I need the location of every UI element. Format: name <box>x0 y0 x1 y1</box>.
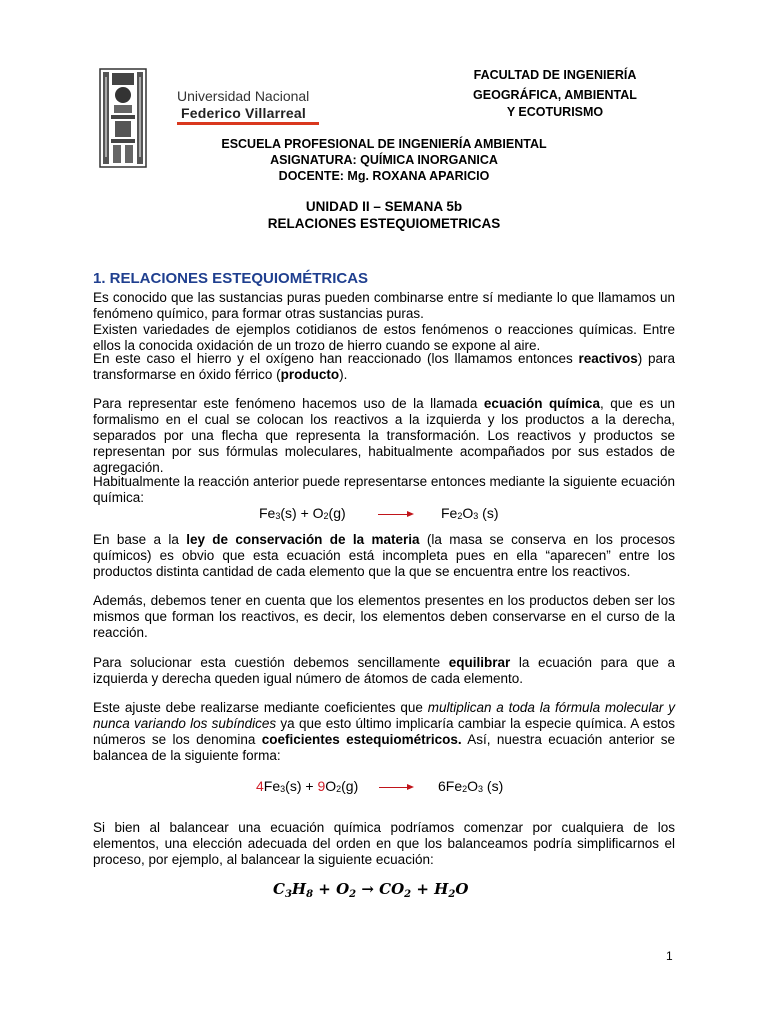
university-crest-icon <box>98 67 148 169</box>
unit-topic: RELACIONES ESTEQUIOMETRICAS <box>267 216 501 231</box>
equation-1-reactants: $Fe_3(s) + O_2(g)$ <box>259 505 346 521</box>
equation-3-propane-combustion: $C_3H_8 + O_2 \to CO_2 + H_2O$ <box>273 880 469 900</box>
equation-2-arrowhead-icon <box>407 784 414 790</box>
paragraph-2: Existen variedades de ejemplos cotidianos de estos fenómenos o reacciones químicas. Entre ellos la conocida oxidación de un trozo de hierro cuando se expone al aire. <box>93 322 675 353</box>
paragraph-1: Es conocido que las sustancias puras pueden combinarse entre sí mediante lo que llamamos un fenómeno químico, para formar otras sustancias puras. <box>93 290 675 321</box>
paragraph-9: Este ajuste debe realizarse mediante coeficientes que multiplican a toda la fórmula molecular y nunca variando los subíndices ya que esto último implicaría cambiar la especie química. A estos números se los denomina coeficientes estequiométricos. Así, nuestra ecuación anterior se balancea de la siguiente forma: <box>93 700 676 763</box>
page-number: 1 <box>666 949 673 963</box>
unit-week: UNIDAD II – SEMANA 5b <box>305 199 463 214</box>
faculty-line2: GEOGRÁFICA, AMBIENTAL <box>473 88 637 102</box>
faculty-line1: FACULTAD DE INGENIERÍA <box>473 68 637 82</box>
paragraph-6: En base a la ley de conservación de la materia (la masa se conserva en los procesos químicos) es obvio que esta ecuación está incompleta pues en ella “aparecen” entre los productos distinta cantidad de cada elemento que la que se encuentra entre los reactivos. <box>93 532 676 579</box>
equation-1-arrowhead-icon <box>407 511 414 517</box>
paragraph-8: Para solucionar esta cuestión debemos sencillamente equilibrar la ecuación para que a izquierda y derecha queden igual número de átomos de cada elemento. <box>93 655 675 686</box>
equation-1-product: $Fe_2O_3$ (s) <box>441 505 499 521</box>
equation-2-product: $6Fe_2O_3$ (s) <box>438 778 504 794</box>
equation-2-reactants: $4Fe_3(s) + 9O_2(g)$ <box>256 778 359 794</box>
paragraph-3: En este caso el hierro y el oxígeno han reaccionado (los llamamos entonces reactivos) para transformarse en óxido férrico (producto). <box>93 351 675 382</box>
paragraph-4: Para representar este fenómeno hacemos uso de la llamada ecuación química, que es un formalismo en el cual se colocan los reactivos a la izquierda y los productos a la derecha, separados por una flecha que representa la transformación. Los reactivos y productos se representan por sus fórmulas moleculares, habitualmente acompañados por sus estados de agregación. <box>93 396 675 475</box>
paragraph-10: Si bien al balancear una ecuación química podríamos comenzar por cualquiera de los elementos, una elección adecuada del orden en que los balanceamos podría simplificarnos el proceso, por ejemplo, al balancear la siguiente ecuación: <box>93 820 675 867</box>
paragraph-7: Además, debemos tener en cuenta que los elementos presentes en los productos deben ser los mismos que forman los reactivos, es decir, los elementos deben conservarse en el curso de la reacción. <box>93 593 675 640</box>
faculty-line3: Y ECOTURISMO <box>506 105 604 119</box>
faculty-block <box>455 67 655 121</box>
teacher-name: DOCENTE: Mg. ROXANA APARICIO <box>278 169 490 183</box>
school-block <box>200 136 568 184</box>
equation-1-arrow-icon <box>378 514 408 515</box>
unit-heading <box>150 198 618 232</box>
university-name-line2: Federico Villarreal <box>181 105 306 121</box>
section-title: 1. RELACIONES ESTEQUIOMÉTRICAS <box>93 270 369 287</box>
equation-2-arrow-icon <box>379 787 408 788</box>
university-underline <box>177 122 319 125</box>
subject-name: ASIGNATURA: QUÍMICA INORGANICA <box>270 153 498 167</box>
paragraph-5: Habitualmente la reacción anterior puede representarse entonces mediante la siguiente ecuación química: <box>93 474 675 505</box>
university-name-line1: Universidad Nacional <box>177 88 310 104</box>
school-name: ESCUELA PROFESIONAL DE INGENIERÍA AMBIENTAL <box>221 137 547 151</box>
